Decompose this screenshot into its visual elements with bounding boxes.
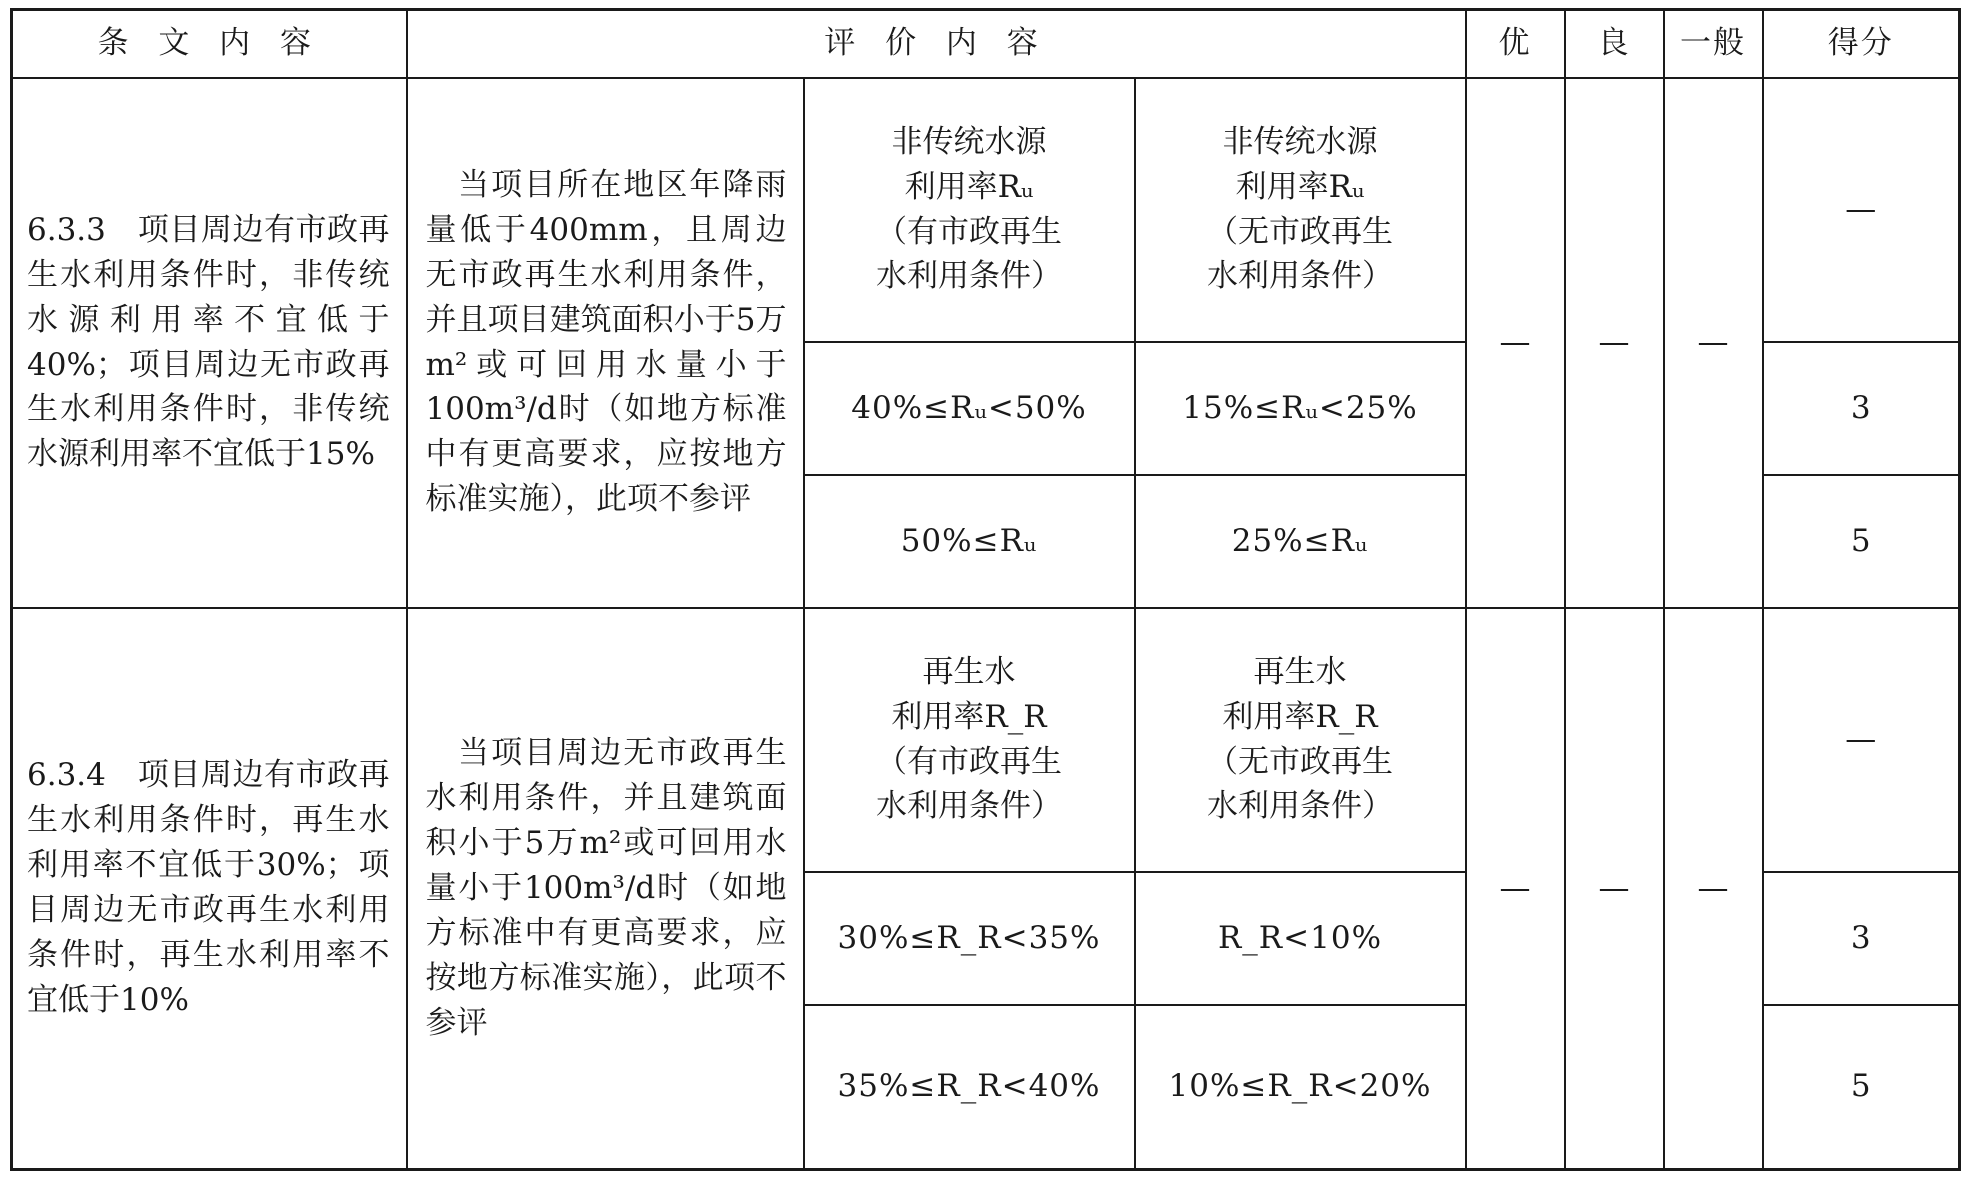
evaluation-table [10,8,1961,1171]
threshold-with-municipal: 35%≤R_R<40% [804,1005,1135,1170]
good-cell: — [1565,608,1664,1170]
threshold-with-municipal: 50%≤Rᵤ [804,475,1135,608]
table-row [12,78,1960,342]
metric-header-with-municipal [804,78,1135,342]
metric-header-without-municipal [1135,608,1466,872]
score-cell: — [1763,608,1960,872]
metric-header-line: 水利用条件） [876,788,1062,825]
header-clause-content: 条 文 内 容 [12,10,407,78]
table-header-row [12,10,1960,78]
score-cell: — [1763,78,1960,342]
table-row [12,608,1960,872]
metric-header-line: 水利用条件） [1207,258,1393,295]
metric-header-line: （无市政再生 [1207,213,1393,250]
header-score: 得分 [1763,10,1960,78]
metric-header-line: 利用率Rᵤ [1235,168,1365,205]
metric-header-line: （无市政再生 [1207,743,1393,780]
score-cell: 5 [1763,475,1960,608]
threshold-without-municipal: 25%≤Rᵤ [1135,475,1466,608]
condition-text: 当项目所在地区年降雨量低于400mm，且周边无市政再生水利用条件，并且项目建筑面积小于5万m²或可回用水量小于100m³/d时（如地方标准中有更高要求，应按地方标准实施），此项不参评 [425,166,787,518]
metric-header-line: 利用率R_R [891,698,1047,735]
score-cell: 3 [1763,872,1960,1005]
metric-header-line: 利用率Rᵤ [904,168,1034,205]
metric-header-line: 非传统水源 [891,123,1047,160]
metric-header-line: 利用率R_R [1222,698,1378,735]
threshold-with-municipal: 40%≤Rᵤ<50% [804,342,1135,475]
threshold-with-municipal: 30%≤R_R<35% [804,872,1135,1005]
clause-text: 6.3.3 项目周边有市政再生水利用条件时，非传统水源利用率不宜低于40%；项目周边无市政再生水利用条件时，非传统水源利用率不宜低于15% [27,211,390,473]
header-good: 良 [1565,10,1664,78]
threshold-without-municipal: 10%≤R_R<20% [1135,1005,1466,1170]
average-cell: — [1664,78,1763,608]
condition-cell [407,78,804,608]
clause-text: 6.3.4 项目周边有市政再生水利用条件时，再生水利用率不宜低于30%；项目周边无市政再生水利用条件时，再生水利用率不宜低于10% [27,757,390,1019]
good-cell: — [1565,78,1664,608]
metric-header-line: （有市政再生 [876,743,1062,780]
score-cell: 5 [1763,1005,1960,1170]
score-cell: 3 [1763,342,1960,475]
threshold-without-municipal: R_R<10% [1135,872,1466,1005]
metric-header-line: （有市政再生 [876,213,1062,250]
metric-header-line: 再生水 [922,653,1016,690]
clause-cell [12,608,407,1170]
excellent-cell: — [1466,78,1565,608]
metric-header-with-municipal [804,608,1135,872]
header-average: 一般 [1664,10,1763,78]
metric-header-line: 再生水 [1253,653,1347,690]
metric-header-line: 水利用条件） [1207,788,1393,825]
metric-header-without-municipal [1135,78,1466,342]
metric-header-line: 非传统水源 [1222,123,1378,160]
excellent-cell: — [1466,608,1565,1170]
header-excellent: 优 [1466,10,1565,78]
header-evaluation-content: 评 价 内 容 [407,10,1466,78]
condition-text: 当项目周边无市政再生水利用条件，并且建筑面积小于5万m²或可回用水量小于100m³/d时（如地方标准中有更高要求，应按地方标准实施），此项不参评 [425,734,787,1041]
condition-cell [407,608,804,1170]
threshold-without-municipal: 15%≤Rᵤ<25% [1135,342,1466,475]
average-cell: — [1664,608,1763,1170]
clause-cell [12,78,407,608]
metric-header-line: 水利用条件） [876,258,1062,295]
